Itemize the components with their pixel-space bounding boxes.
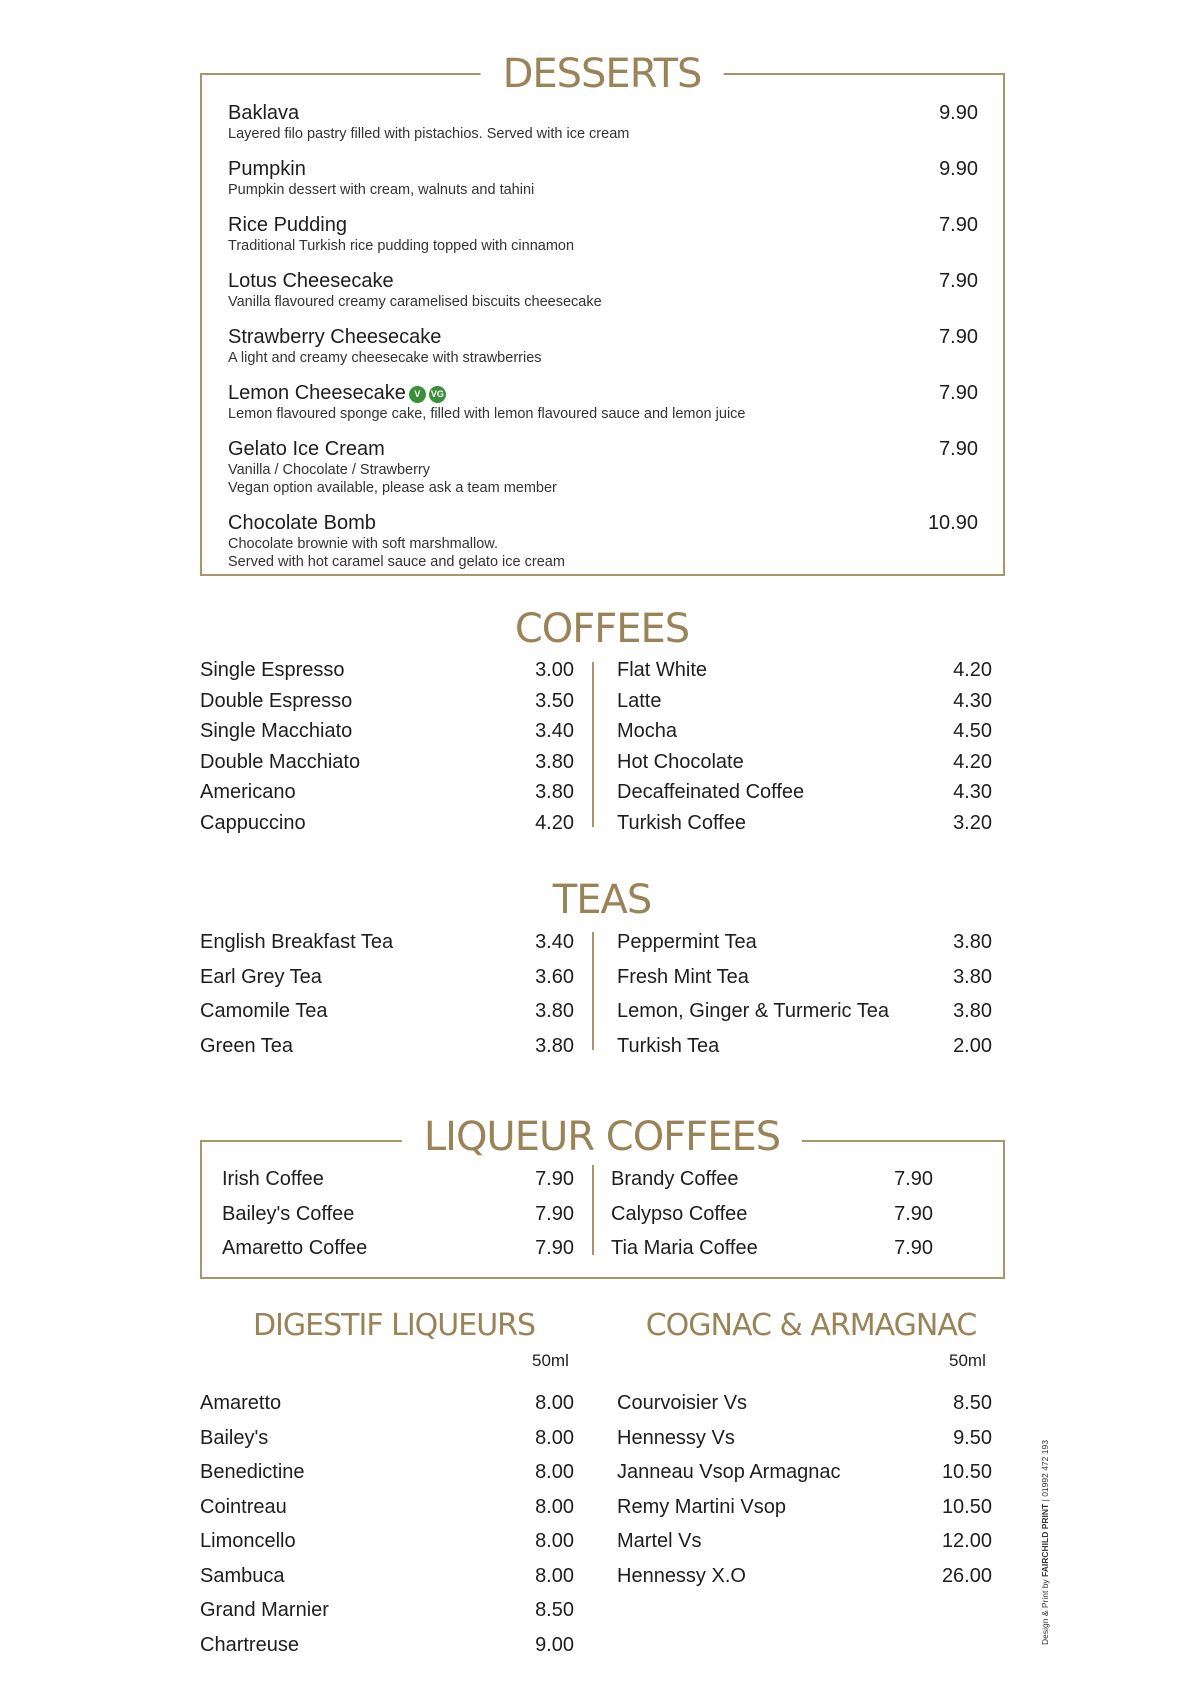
coffee-name: Latte (617, 689, 662, 712)
coffee-item (200, 716, 574, 747)
teas-divider (592, 932, 594, 1050)
coffee-name: Mocha (617, 720, 678, 742)
teas-right-column (617, 925, 992, 1063)
dessert-item (228, 101, 978, 143)
coffees-left-column (200, 655, 574, 838)
liqueur-coffee-name: Calypso Coffee (611, 1202, 748, 1225)
dessert-description: A light and creamy cheesecake with strawberries (228, 350, 542, 366)
dessert-price: 7.90 (939, 326, 978, 348)
coffee-name: Flat White (617, 659, 708, 681)
coffee-item (617, 686, 992, 717)
dessert-name (228, 511, 978, 535)
digestif-item (200, 1490, 574, 1525)
dessert-name-text: Rice Pudding (228, 214, 347, 236)
coffee-name: Hot Chocolate (617, 750, 744, 773)
dessert-name (228, 437, 978, 461)
coffee-price: 4.20 (535, 811, 574, 834)
digestif-name: Bailey's (200, 1426, 269, 1449)
digestif-price: 8.00 (535, 1495, 574, 1518)
coffee-name: Double Macchiato (200, 750, 361, 773)
liqueur-coffee-item (611, 1231, 933, 1266)
digestif-list (200, 1386, 574, 1662)
coffee-item (200, 686, 574, 717)
liqueur-coffees-title: LIQUEUR COFFEES (402, 1113, 802, 1161)
tea-price: 3.80 (953, 1000, 992, 1022)
dessert-price: 7.90 (939, 270, 978, 292)
tea-item (617, 994, 992, 1029)
digestif-item (200, 1593, 574, 1628)
dessert-price: 7.90 (939, 214, 978, 236)
dessert-name-text: Lemon Cheesecake (228, 382, 406, 404)
coffee-name: Double Espresso (200, 689, 353, 712)
cognac-price: 12.00 (941, 1530, 992, 1552)
digestif-price: 8.00 (535, 1426, 574, 1449)
coffee-name: Single Espresso (200, 659, 345, 681)
liqueur-coffee-name: Brandy Coffee (611, 1168, 739, 1190)
digestif-item (200, 1386, 574, 1421)
coffee-price: 3.20 (953, 811, 992, 834)
tea-price: 3.40 (535, 931, 574, 953)
coffee-item (617, 777, 992, 808)
dessert-item (228, 269, 978, 311)
coffee-name: Decaffeinated Coffee (617, 781, 805, 803)
tea-name: Green Tea (200, 1034, 294, 1057)
dessert-price: 7.90 (939, 382, 978, 404)
tea-price: 3.80 (953, 931, 992, 953)
teas-left-column (200, 925, 574, 1063)
cognac-price: 26.00 (941, 1564, 992, 1587)
dessert-name (228, 269, 978, 293)
teas-title: TEAS (531, 876, 673, 924)
dessert-item (228, 437, 978, 497)
digestif-price: 8.00 (535, 1530, 574, 1552)
liqueur-coffee-price: 7.90 (535, 1237, 574, 1259)
desserts-title: DESSERTS (481, 50, 724, 98)
tea-name: Camomile Tea (200, 1000, 328, 1022)
liqueur-coffee-item (222, 1162, 574, 1197)
coffee-name: Single Macchiato (200, 720, 353, 742)
coffee-price: 4.30 (953, 689, 992, 712)
dessert-list (228, 101, 978, 585)
coffee-name: Turkish Coffee (617, 811, 746, 834)
liqueur-coffee-name: Irish Coffee (222, 1168, 324, 1190)
digestif-price: 8.00 (535, 1564, 574, 1587)
dessert-price: 9.90 (939, 158, 978, 180)
coffee-name: Cappuccino (200, 811, 306, 834)
liqueur-coffee-price: 7.90 (535, 1202, 574, 1225)
tea-name: Earl Grey Tea (200, 965, 322, 988)
cognac-list (617, 1386, 992, 1593)
dessert-description: Chocolate brownie with soft marshmallow. (228, 536, 498, 552)
liqueur-coffees-divider (592, 1165, 594, 1255)
digestif-name: Grand Marnier (200, 1599, 329, 1621)
coffee-price: 4.50 (953, 720, 992, 742)
digestif-price: 8.00 (535, 1461, 574, 1483)
coffee-item (200, 655, 574, 686)
liqueur-coffee-price: 7.90 (894, 1237, 933, 1259)
dessert-name-text: Chocolate Bomb (228, 512, 376, 534)
digestif-item (200, 1455, 574, 1490)
tea-price: 3.80 (535, 1000, 574, 1022)
digestif-name: Chartreuse (200, 1633, 299, 1656)
cognac-item (617, 1559, 992, 1594)
digestif-price: 8.00 (535, 1392, 574, 1414)
cognac-price: 10.50 (941, 1461, 992, 1483)
liqueur-coffees-left-column (222, 1162, 574, 1266)
tea-item (200, 960, 574, 995)
coffee-price: 3.40 (535, 720, 574, 742)
digestif-title: DIGESTIF LIQUEURS (252, 1308, 536, 1343)
dessert-price: 10.90 (927, 512, 978, 534)
dessert-price: 7.90 (939, 438, 978, 460)
digestif-name: Amaretto (200, 1392, 282, 1414)
digestif-name: Benedictine (200, 1461, 305, 1483)
digestif-unit: 50ml (532, 1351, 569, 1370)
tea-name: Turkish Tea (617, 1034, 720, 1057)
dessert-name (228, 381, 978, 405)
dessert-name (228, 157, 978, 181)
vegetarian-badge-icon: V (409, 386, 426, 403)
cognac-item (617, 1490, 992, 1525)
liqueur-coffee-name: Tia Maria Coffee (611, 1237, 758, 1259)
dessert-name-text: Gelato Ice Cream (228, 438, 385, 460)
coffee-item (617, 808, 992, 839)
dessert-item (228, 325, 978, 367)
cognac-unit: 50ml (949, 1351, 986, 1370)
cognac-name: Hennessy X.O (617, 1564, 746, 1587)
dessert-name-text: Baklava (228, 102, 300, 124)
dessert-description: Vanilla flavoured creamy caramelised biscuits cheesecake (228, 294, 602, 310)
dessert-item (228, 511, 978, 571)
tea-name: Fresh Mint Tea (617, 965, 749, 988)
coffee-item (200, 777, 574, 808)
dessert-name (228, 213, 978, 237)
tea-item (200, 1029, 574, 1064)
coffee-price: 3.50 (535, 689, 574, 712)
digestif-item (200, 1628, 574, 1663)
liqueur-coffee-name: Amaretto Coffee (222, 1237, 368, 1259)
printer-imprint: Design & Print by FAIRCHILD PRINT | 01992 472 193 (1040, 1440, 1050, 1645)
liqueur-coffee-name: Bailey's Coffee (222, 1202, 355, 1225)
coffee-name: Americano (200, 781, 296, 803)
cognac-price: 9.50 (953, 1426, 992, 1449)
coffee-price: 3.80 (535, 781, 574, 803)
liqueur-coffee-item (611, 1197, 933, 1232)
imprint-phone: 01992 472 193 (1040, 1440, 1050, 1497)
digestif-name: Cointreau (200, 1495, 287, 1518)
tea-item (200, 994, 574, 1029)
coffee-item (200, 747, 574, 778)
tea-price: 2.00 (953, 1034, 992, 1057)
coffee-price: 3.00 (535, 659, 574, 681)
digestif-item (200, 1421, 574, 1456)
dessert-name-text: Pumpkin (228, 158, 306, 180)
coffee-price: 4.30 (953, 781, 992, 803)
cognac-price: 10.50 (941, 1495, 992, 1518)
liqueur-coffee-item (611, 1162, 933, 1197)
cognac-name: Janneau Vsop Armagnac (617, 1461, 841, 1483)
coffee-item (617, 747, 992, 778)
dessert-description: Layered filo pastry filled with pistachios. Served with ice cream (228, 126, 630, 142)
dessert-name-text: Lotus Cheesecake (228, 270, 394, 292)
dessert-name-text: Strawberry Cheesecake (228, 326, 442, 348)
tea-item (200, 925, 574, 960)
coffee-price: 4.20 (953, 659, 992, 681)
dessert-name (228, 325, 978, 349)
tea-item (617, 925, 992, 960)
coffee-item (617, 655, 992, 686)
cognac-title: COGNAC & ARMAGNAC (645, 1308, 977, 1343)
tea-item (617, 1029, 992, 1064)
coffees-divider (592, 662, 594, 827)
dessert-item (228, 381, 978, 423)
liqueur-coffee-price: 7.90 (894, 1202, 933, 1225)
dessert-description: Vegan option available, please ask a team member (228, 480, 557, 496)
tea-price: 3.60 (535, 965, 574, 988)
cognac-name: Martel Vs (617, 1530, 702, 1552)
tea-item (617, 960, 992, 995)
cognac-name: Courvoisier Vs (617, 1392, 748, 1414)
digestif-name: Limoncello (200, 1530, 296, 1552)
tea-price: 3.80 (953, 965, 992, 988)
cognac-item (617, 1386, 992, 1421)
digestif-item (200, 1559, 574, 1594)
coffees-title: COFFEES (493, 605, 711, 653)
liqueur-coffee-item (222, 1231, 574, 1266)
digestif-price: 8.50 (535, 1599, 574, 1621)
dessert-description: Pumpkin dessert with cream, walnuts and tahini (228, 182, 535, 198)
cognac-price: 8.50 (953, 1392, 992, 1414)
vegan-badge-icon: VG (429, 386, 446, 403)
dessert-description: Lemon flavoured sponge cake, filled with lemon flavoured sauce and lemon juice (228, 406, 746, 422)
tea-name: Peppermint Tea (617, 931, 757, 953)
dessert-description: Traditional Turkish rice pudding topped with cinnamon (228, 238, 575, 254)
coffee-price: 4.20 (953, 750, 992, 773)
dessert-item (228, 213, 978, 255)
tea-price: 3.80 (535, 1034, 574, 1057)
digestif-item (200, 1524, 574, 1559)
tea-name: Lemon, Ginger & Turmeric Tea (617, 1000, 889, 1022)
liqueur-coffee-item (222, 1197, 574, 1232)
tea-name: English Breakfast Tea (200, 931, 394, 953)
liqueur-coffees-right-column (611, 1162, 933, 1266)
digestif-name: Sambuca (200, 1564, 285, 1587)
cognac-name: Remy Martini Vsop (617, 1495, 786, 1518)
cognac-name: Hennessy Vs (617, 1426, 735, 1449)
coffee-price: 3.80 (535, 750, 574, 773)
digestif-price: 9.00 (535, 1633, 574, 1656)
cognac-item (617, 1455, 992, 1490)
coffee-item (617, 716, 992, 747)
cognac-item (617, 1524, 992, 1559)
imprint-brand: FAIRCHILD PRINT (1040, 1503, 1050, 1577)
dessert-description: Served with hot caramel sauce and gelato ice cream (228, 554, 565, 570)
imprint-prefix: Design & Print by (1040, 1579, 1050, 1645)
liqueur-coffee-price: 7.90 (535, 1168, 574, 1190)
coffee-item (200, 808, 574, 839)
cognac-item (617, 1421, 992, 1456)
dessert-description: Vanilla / Chocolate / Strawberry (228, 462, 431, 478)
dessert-name (228, 101, 978, 125)
dessert-item (228, 157, 978, 199)
coffees-right-column (617, 655, 992, 838)
liqueur-coffee-price: 7.90 (894, 1168, 933, 1190)
dessert-price: 9.90 (939, 102, 978, 124)
